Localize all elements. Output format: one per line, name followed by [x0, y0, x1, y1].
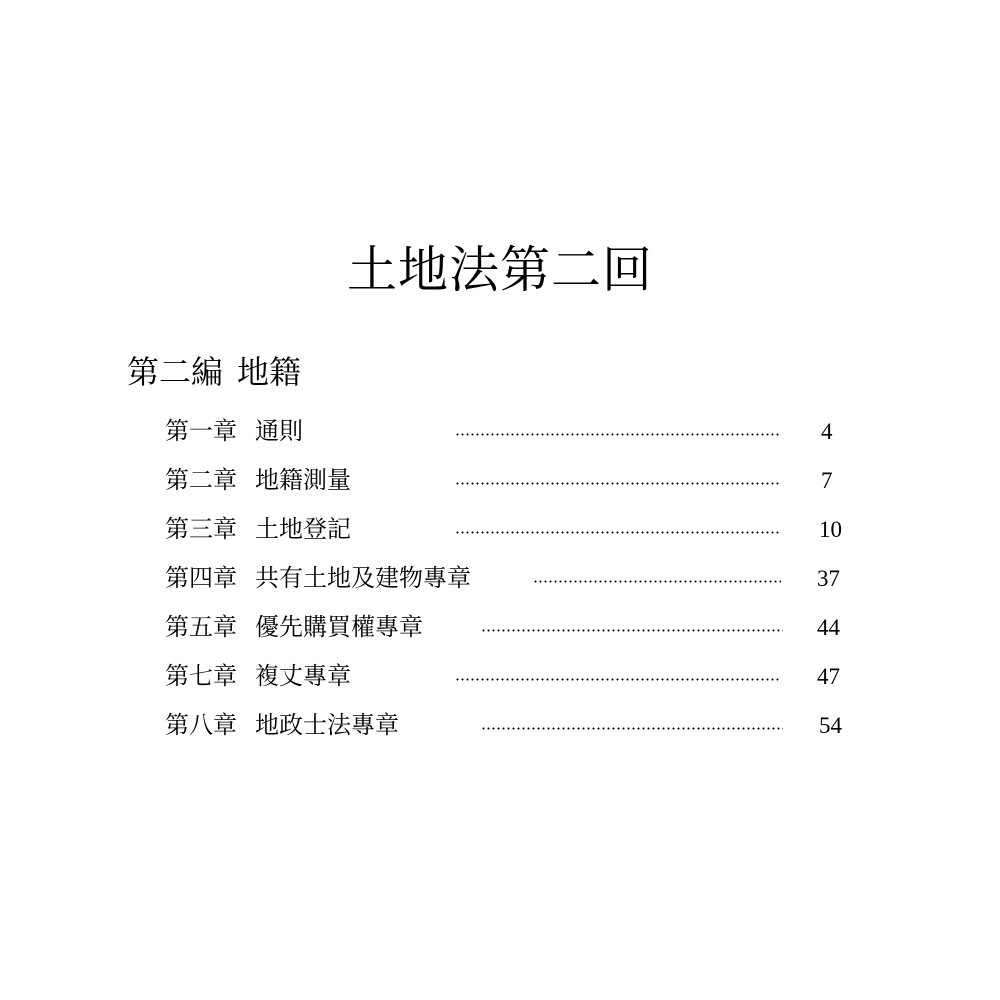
- toc-entry[interactable]: [165, 554, 855, 603]
- chapter-number: 第五章: [165, 613, 237, 641]
- toc-entry[interactable]: [165, 652, 855, 701]
- toc-entry[interactable]: [165, 456, 855, 505]
- dot-leader: [481, 727, 783, 730]
- page-number: 37: [817, 566, 840, 591]
- toc-entry[interactable]: [165, 701, 855, 750]
- dot-leader: [455, 482, 781, 485]
- dot-leader: [481, 629, 783, 632]
- dot-leader: [455, 678, 781, 681]
- dot-leader: [533, 580, 781, 583]
- page-number: 47: [817, 664, 840, 689]
- toc-entry[interactable]: [165, 407, 855, 456]
- dot-leader: [455, 433, 781, 436]
- table-of-contents: [165, 407, 855, 750]
- chapter-number: 第四章: [165, 564, 237, 592]
- chapter-number: 第一章: [165, 417, 237, 445]
- chapter-name: 複丈專章: [255, 662, 351, 690]
- dot-leader: [455, 531, 781, 534]
- chapter-number: 第七章: [165, 662, 237, 690]
- document-title: 土地法第二回: [347, 241, 653, 299]
- chapter-name: 地籍測量: [255, 466, 351, 494]
- chapter-number: 第三章: [165, 515, 237, 543]
- chapter-name: 通則: [255, 417, 303, 445]
- page-number: 54: [819, 713, 842, 738]
- page-number: 4: [821, 419, 833, 444]
- section-name: 地籍: [237, 353, 302, 391]
- chapter-name: 地政士法專章: [255, 711, 399, 739]
- section-heading: [127, 350, 301, 394]
- chapter-number: 第八章: [165, 711, 237, 739]
- chapter-name: 優先購買權專章: [255, 613, 423, 641]
- page-number: 7: [821, 468, 833, 493]
- section-number: 第二編: [127, 353, 224, 391]
- chapter-name: 共有土地及建物專章: [255, 564, 471, 592]
- toc-entry[interactable]: [165, 505, 855, 554]
- toc-entry[interactable]: [165, 603, 855, 652]
- chapter-name: 土地登記: [255, 515, 351, 543]
- chapter-number: 第二章: [165, 466, 237, 494]
- page-number: 44: [817, 615, 840, 640]
- page-number: 10: [819, 517, 842, 542]
